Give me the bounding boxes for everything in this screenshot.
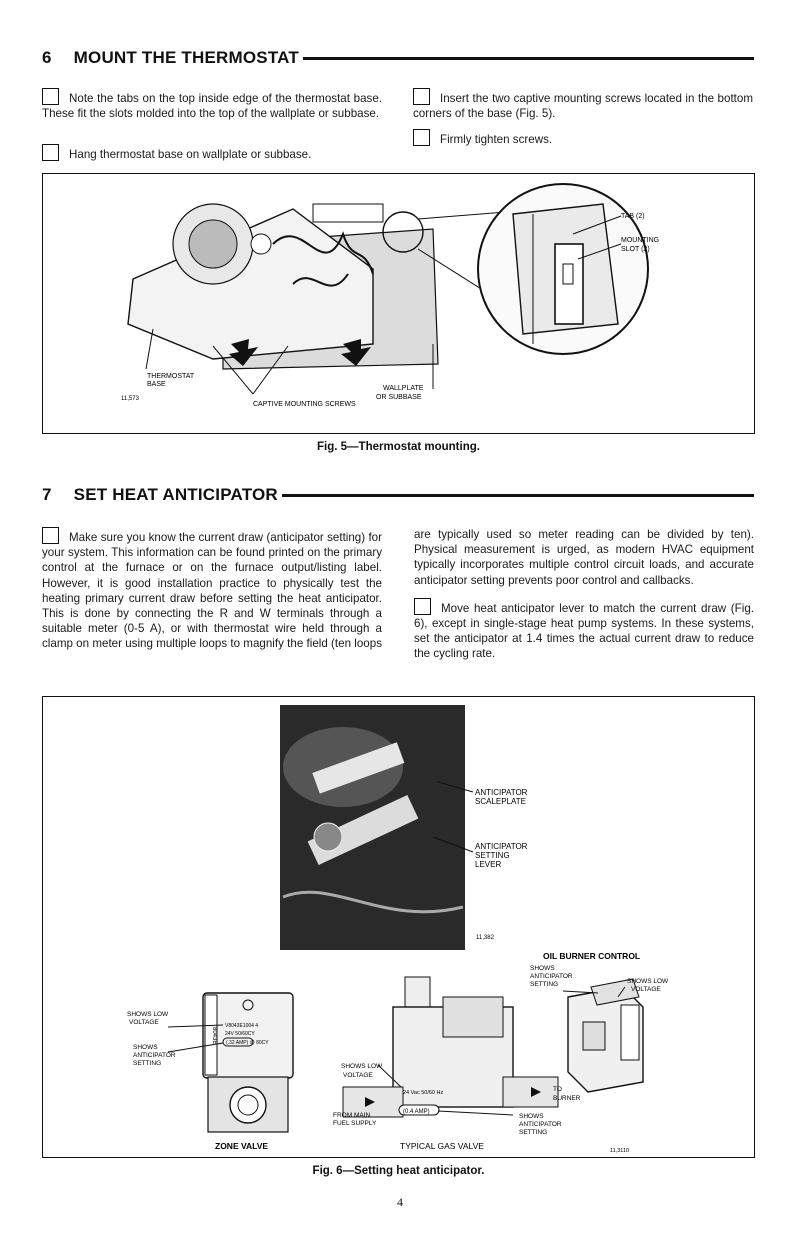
label-fig5-ref: 11,573: [121, 396, 139, 402]
gas-valve-top: [405, 977, 430, 1007]
zone-label-2: 24V 50/60CY: [225, 1031, 255, 1037]
label-gas-amp: (0.4 AMP): [403, 1109, 430, 1115]
label-mounting-slot-2: SLOT (2): [621, 246, 650, 253]
label-oil-shows-1: SHOWS: [530, 965, 555, 972]
label-from-main-2: FUEL SUPPLY: [333, 1120, 377, 1127]
section-7-rule: [282, 494, 754, 497]
section-6-rule: [303, 57, 754, 60]
label-lever-1: ANTICIPATOR: [475, 842, 528, 851]
label-to-burner-1: TO: [553, 1086, 562, 1093]
label-lever-3: LEVER: [475, 860, 502, 869]
label-thermostat-base-2: BASE: [147, 381, 166, 388]
label-oil-shows-3: SETTING: [530, 981, 559, 988]
s7-step-1-checkbox[interactable]: [42, 527, 59, 544]
base-leader: [146, 329, 153, 369]
label-to-burner-2: BURNER: [553, 1095, 581, 1102]
s6-step-4-text: Firmly tighten screws.: [440, 133, 553, 146]
gas-valve-actuator: [443, 997, 503, 1037]
label-gas-low-2: VOLTAGE: [343, 1072, 373, 1079]
gas-shows-leader: [438, 1111, 513, 1115]
section-6-title: MOUNT THE THERMOSTAT: [73, 48, 299, 67]
s6-step-2-text: Hang thermostat base on wallplate or subbase.: [69, 148, 312, 161]
oil-control-button: [583, 1022, 605, 1050]
label-gas-shows-1: SHOWS: [519, 1113, 544, 1120]
label-oil-ref: 11,3110: [610, 1148, 630, 1154]
label-mounting-slot-1: MOUNTING: [621, 237, 660, 244]
s7-step-2-checkbox[interactable]: [414, 598, 431, 615]
s6-step-1-checkbox[interactable]: [42, 88, 59, 105]
thermostat-knob: [189, 220, 237, 268]
label-wallplate-1: WALLPLATE: [383, 385, 424, 392]
figure-5-illustration: [43, 174, 754, 433]
figure-6-caption: Fig. 6—Setting heat anticipator.: [312, 1165, 485, 1177]
s6-step-1-text: Note the tabs on the top inside edge of the thermostat base. These fit the slots molded into the top of the wallplate or subbase.: [42, 92, 382, 121]
figure-6-illustration: [43, 697, 754, 1157]
label-oil-low-2: VOLTAGE: [631, 986, 661, 993]
label-gas-low-1: SHOWS LOW: [341, 1063, 383, 1070]
label-photo-ref: 11,382: [476, 935, 494, 941]
section-7-heading: [42, 485, 754, 505]
zone-valve-port: [230, 1087, 266, 1123]
s6-step-3-checkbox[interactable]: [413, 88, 430, 105]
zone-label-3: (.32 AMP) @ 80CY: [226, 1040, 269, 1046]
label-captive-screws: CAPTIVE MOUNTING SCREWS: [253, 401, 356, 408]
label-zone-shows-1: SHOWS: [133, 1044, 158, 1051]
s6-step-3: [413, 88, 753, 121]
label-oil-low-1: SHOWS LOW: [627, 978, 669, 985]
label-gas-shows-2: ANTICIPATOR: [519, 1121, 562, 1128]
section-7-title: SET HEAT ANTICIPATOR: [73, 485, 278, 504]
section-6-heading: [42, 48, 754, 68]
s6-step-2: [42, 144, 382, 162]
label-zone-shows-2: ANTICIPATOR: [133, 1052, 176, 1059]
thermostat-tab: [313, 204, 383, 222]
label-scaleplate-2: SCALEPLATE: [475, 797, 526, 806]
zone-label-1: V8043E1004 4: [225, 1023, 259, 1029]
s6-step-2-checkbox[interactable]: [42, 144, 59, 161]
photo-pivot: [314, 823, 342, 851]
label-zone-valve: ZONE VALVE: [215, 1141, 269, 1151]
oil-control-terminals: [621, 1005, 639, 1060]
s7-step-2-text: Move heat anticipator lever to match the current draw (Fig. 6), except in single-stage heat pump systems. In these systems, set the anticipator at 1.4 times the actual current draw to reduce the cycling rate.: [414, 601, 754, 661]
s6-step-4-checkbox[interactable]: [413, 129, 430, 146]
label-gas-valve: TYPICAL GAS VALVE: [400, 1141, 484, 1151]
label-scaleplate-1: ANTICIPATOR: [475, 788, 528, 797]
label-zone-low-1: SHOWS LOW: [127, 1011, 169, 1018]
s7-step-2: [414, 598, 754, 662]
label-tab: TAB (2): [621, 213, 645, 220]
label-oil-burner: OIL BURNER CONTROL: [543, 951, 641, 961]
label-zone-shows-3: SETTING: [133, 1060, 162, 1067]
figure-6-box: [42, 696, 755, 1158]
label-thermostat-base-1: THERMOSTAT: [147, 373, 195, 380]
page-number: 4: [397, 1195, 403, 1209]
s7-step-1-text: Make sure you know the current draw (anticipator setting) for your system. This information can be found printed on the primary control at the furnace or on the furnace output/listing label. However, it is good installation practice to physically test the heating primary current draw before setting the heat anticipator. This is done by connecting the R and W terminals through a suitable meter (0-5 A), or with thermostat wire held through a clamp on meter using multiple loops to magnify the field (ten loops are typically used so meter reading can be divided by ten). Physical measurement is urged, as modern HVAC equipment typically incorporates multiple control circuit loads, and accurate anticipator setting prevents poor control and callbacks.: [42, 528, 754, 651]
label-oil-shows-2: ANTICIPATOR: [530, 973, 573, 980]
label-lever-2: SETTING: [475, 851, 510, 860]
s6-step-1: [42, 88, 382, 121]
thermostat-gear: [251, 234, 271, 254]
s6-step-3-text: Insert the two captive mounting screws located in the bottom corners of the base (Fig. 5).: [413, 92, 753, 121]
section-6-number: 6: [42, 48, 52, 67]
figure-5-caption: Fig. 5—Thermostat mounting.: [317, 441, 480, 453]
label-zone-low-2: VOLTAGE: [129, 1019, 159, 1026]
label-wallplate-2: OR SUBBASE: [376, 394, 422, 401]
s6-step-4: [413, 129, 753, 147]
gas-valve-outlet: [503, 1077, 558, 1107]
s7-body-columns: [42, 527, 754, 683]
label-gas-shows-3: SETTING: [519, 1129, 548, 1136]
label-gas-volt: 24 Vac 50/60 Hz: [403, 1090, 444, 1096]
zone-side-text: 8043E: [211, 1027, 217, 1045]
section-7-number: 7: [42, 485, 52, 504]
figure-5-box: [42, 173, 755, 434]
label-from-main-1: FROM MAIN: [333, 1112, 371, 1119]
